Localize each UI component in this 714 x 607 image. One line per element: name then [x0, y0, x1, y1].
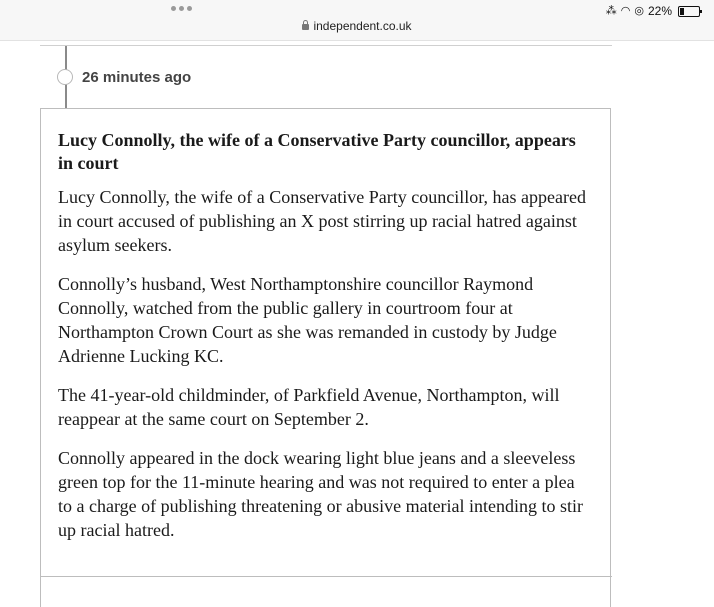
next-post-card: [40, 577, 611, 607]
orientation-lock-icon: ◎: [634, 5, 644, 17]
timeline-dot-icon: [57, 69, 73, 85]
divider: [40, 45, 612, 46]
post-paragraph: Connolly appeared in the dock wearing light blue jeans and a sleeveless green top for the 11-minute hearing and was not required to enter a plea to a charge of publishing threatening or abusive material intending to stir up racial hatred.: [58, 448, 584, 540]
post-paragraph: Connolly’s husband, West Northamptonshire councillor Raymond Connolly, watched from the public gallery in courtroom four at Northampton Crown Court as she was remanded in custody by Judge Adrienne Lucking KC.: [58, 274, 557, 366]
tab-menu-dots-icon[interactable]: [171, 6, 192, 11]
battery-icon: [678, 6, 700, 17]
loading-icon: ⁂: [605, 5, 617, 17]
post-headline: Lucy Connolly, the wife of a Conservative Party councillor, appears in court: [58, 130, 576, 173]
post-paragraph: The 41-year-old childminder, of Parkfield Avenue, Northampton, will reappear at the same court on September 2.: [58, 385, 560, 429]
browser-toolbar: [0, 0, 714, 41]
battery-text: 22%: [647, 4, 672, 18]
url-text: independent.co.uk: [313, 19, 412, 33]
status-bar: [606, 4, 700, 18]
address-bar[interactable]: [0, 19, 714, 33]
lock-icon: [302, 24, 309, 30]
wifi-icon: ◠: [620, 5, 631, 17]
post-paragraph: Lucy Connolly, the wife of a Conservative Party councillor, has appeared in court accused of publishing an X post stirring up racial hatred against asylum seekers.: [58, 187, 586, 255]
live-blog-post: [40, 108, 611, 576]
post-timestamp: 26 minutes ago: [82, 69, 192, 86]
